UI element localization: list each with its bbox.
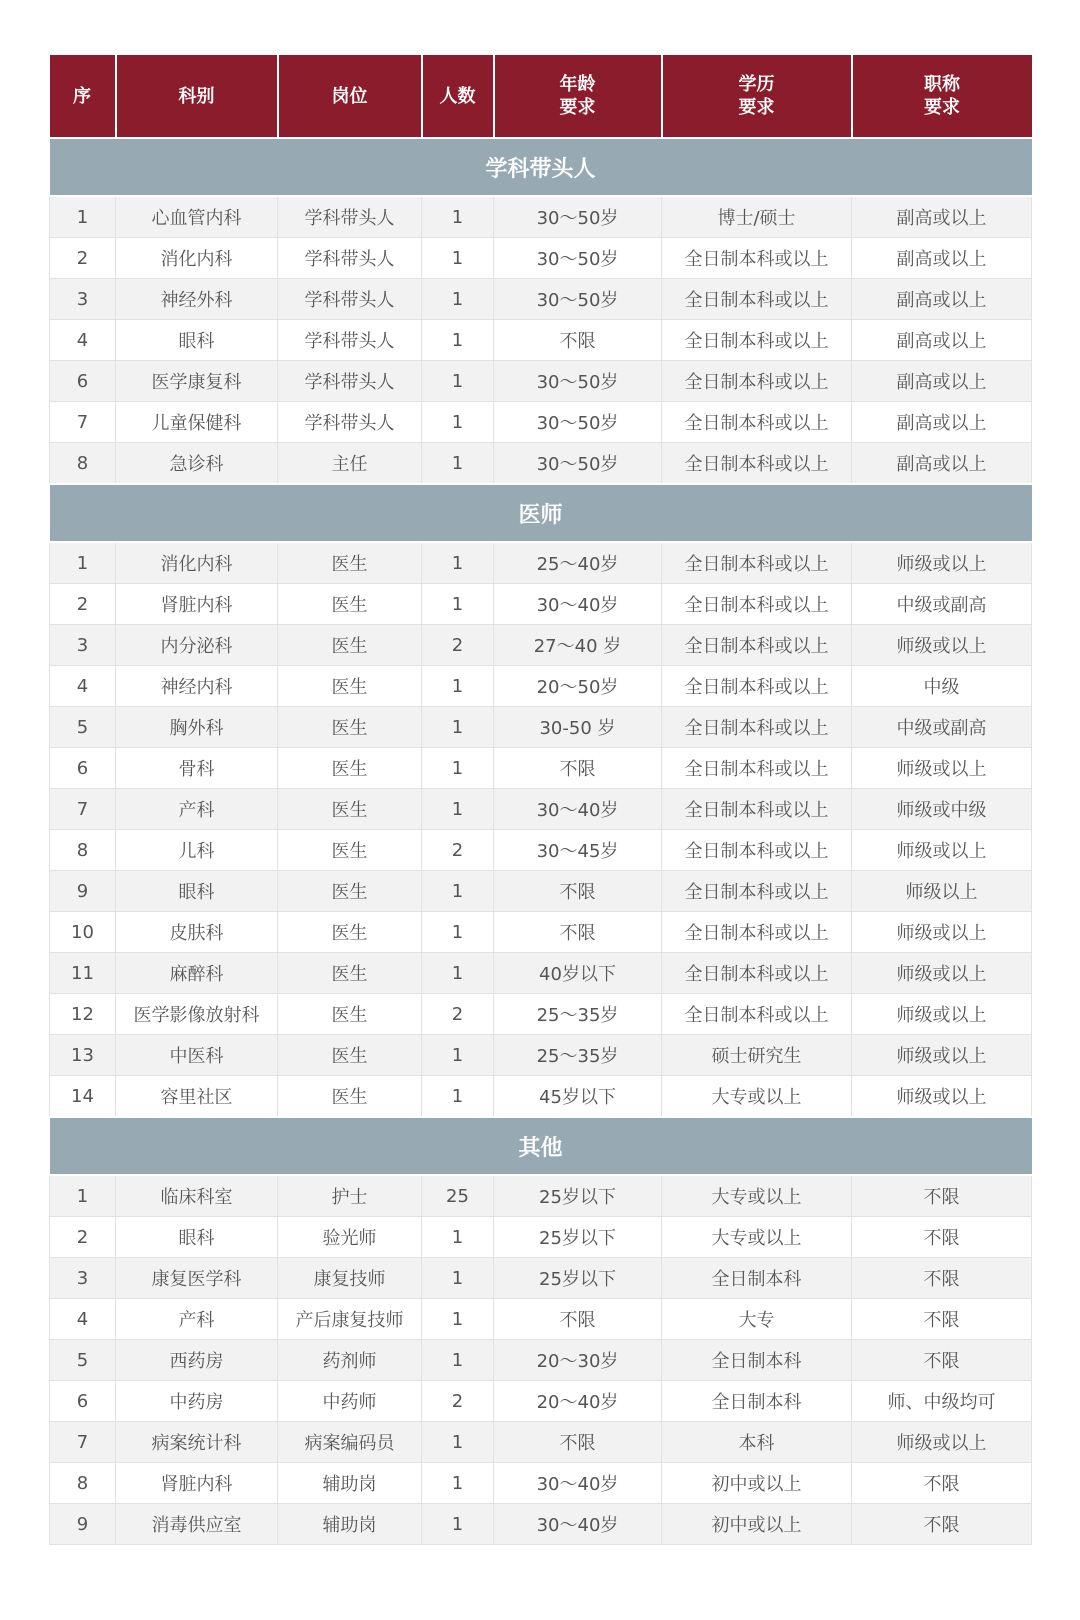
- section-title: 学科带头人: [50, 138, 1032, 196]
- cell-position: 主任: [278, 443, 422, 485]
- cell-title: 中级或副高: [852, 707, 1032, 748]
- cell-department: 麻醉科: [116, 953, 278, 994]
- cell-headcount: 1: [422, 584, 494, 625]
- cell-age: 30～50岁: [494, 238, 662, 279]
- cell-index: 8: [50, 830, 116, 871]
- cell-education: 全日制本科: [662, 1258, 852, 1299]
- table-row: [50, 625, 1032, 666]
- cell-title: 副高或以上: [852, 279, 1032, 320]
- cell-education: 初中或以上: [662, 1463, 852, 1504]
- section-title: 其他: [50, 1117, 1032, 1175]
- cell-headcount: 1: [422, 748, 494, 789]
- cell-index: 7: [50, 402, 116, 443]
- cell-position: 医生: [278, 542, 422, 584]
- cell-department: 中药房: [116, 1381, 278, 1422]
- table-row: [50, 584, 1032, 625]
- cell-title: 师级或以上: [852, 1076, 1032, 1118]
- header-position: 岗位: [278, 55, 422, 138]
- cell-index: 2: [50, 584, 116, 625]
- section-header-row: [50, 1117, 1032, 1175]
- cell-department: 儿童保健科: [116, 402, 278, 443]
- cell-position: 医生: [278, 830, 422, 871]
- cell-department: 容里社区: [116, 1076, 278, 1118]
- cell-headcount: 2: [422, 1381, 494, 1422]
- header-index: 序: [50, 55, 116, 138]
- cell-age: 25岁以下: [494, 1258, 662, 1299]
- cell-position: 医生: [278, 871, 422, 912]
- cell-position: 医生: [278, 584, 422, 625]
- cell-education: 全日制本科或以上: [662, 994, 852, 1035]
- cell-index: 7: [50, 789, 116, 830]
- cell-department: 消毒供应室: [116, 1504, 278, 1545]
- cell-education: 全日制本科: [662, 1381, 852, 1422]
- cell-department: 消化内科: [116, 542, 278, 584]
- cell-title: 师级或以上: [852, 542, 1032, 584]
- cell-index: 12: [50, 994, 116, 1035]
- table-row: [50, 994, 1032, 1035]
- cell-age: 20～40岁: [494, 1381, 662, 1422]
- cell-title: 副高或以上: [852, 320, 1032, 361]
- cell-title: 师级或以上: [852, 830, 1032, 871]
- table-row: [50, 361, 1032, 402]
- table-row: [50, 1299, 1032, 1340]
- cell-position: 医生: [278, 1035, 422, 1076]
- cell-age: 30～40岁: [494, 1504, 662, 1545]
- cell-title: 师级或以上: [852, 1035, 1032, 1076]
- cell-index: 4: [50, 1299, 116, 1340]
- cell-education: 全日制本科或以上: [662, 871, 852, 912]
- cell-headcount: 1: [422, 1258, 494, 1299]
- cell-education: 大专或以上: [662, 1076, 852, 1118]
- table-row: [50, 542, 1032, 584]
- table-row: [50, 912, 1032, 953]
- cell-education: 全日制本科或以上: [662, 830, 852, 871]
- section-header-row: [50, 484, 1032, 542]
- cell-age: 27～40 岁: [494, 625, 662, 666]
- cell-title: 中级或副高: [852, 584, 1032, 625]
- cell-age: 30～45岁: [494, 830, 662, 871]
- cell-age: 不限: [494, 1299, 662, 1340]
- cell-index: 6: [50, 748, 116, 789]
- cell-age: 30～40岁: [494, 789, 662, 830]
- cell-education: 硕士研究生: [662, 1035, 852, 1076]
- cell-position: 医生: [278, 912, 422, 953]
- cell-index: 8: [50, 443, 116, 485]
- cell-education: 全日制本科或以上: [662, 666, 852, 707]
- cell-title: 副高或以上: [852, 238, 1032, 279]
- cell-education: 全日制本科或以上: [662, 789, 852, 830]
- cell-index: 3: [50, 1258, 116, 1299]
- cell-position: 验光师: [278, 1217, 422, 1258]
- cell-age: 30～40岁: [494, 584, 662, 625]
- section-header-row: [50, 138, 1032, 196]
- cell-department: 眼科: [116, 1217, 278, 1258]
- cell-headcount: 1: [422, 789, 494, 830]
- cell-title: 不限: [852, 1463, 1032, 1504]
- cell-headcount: 1: [422, 443, 494, 485]
- table-row: [50, 279, 1032, 320]
- cell-title: 师级或中级: [852, 789, 1032, 830]
- table-row: [50, 196, 1032, 238]
- cell-education: 全日制本科或以上: [662, 361, 852, 402]
- table-row: [50, 1340, 1032, 1381]
- cell-index: 11: [50, 953, 116, 994]
- cell-title: 不限: [852, 1299, 1032, 1340]
- cell-age: 45岁以下: [494, 1076, 662, 1118]
- cell-education: 全日制本科或以上: [662, 402, 852, 443]
- cell-education: 初中或以上: [662, 1504, 852, 1545]
- cell-headcount: 1: [422, 912, 494, 953]
- cell-title: 师级或以上: [852, 994, 1032, 1035]
- cell-index: 5: [50, 1340, 116, 1381]
- cell-position: 医生: [278, 789, 422, 830]
- cell-position: 学科带头人: [278, 402, 422, 443]
- cell-position: 产后康复技师: [278, 1299, 422, 1340]
- cell-headcount: 1: [422, 402, 494, 443]
- cell-headcount: 1: [422, 953, 494, 994]
- cell-title: 副高或以上: [852, 443, 1032, 485]
- cell-department: 康复医学科: [116, 1258, 278, 1299]
- cell-department: 骨科: [116, 748, 278, 789]
- cell-department: 眼科: [116, 320, 278, 361]
- table-row: [50, 748, 1032, 789]
- cell-education: 博士/硕士: [662, 196, 852, 238]
- cell-title: 副高或以上: [852, 361, 1032, 402]
- cell-position: 辅助岗: [278, 1504, 422, 1545]
- table-row: [50, 953, 1032, 994]
- table-row: [50, 1076, 1032, 1118]
- cell-department: 肾脏内科: [116, 584, 278, 625]
- cell-index: 13: [50, 1035, 116, 1076]
- cell-index: 1: [50, 1175, 116, 1217]
- cell-position: 医生: [278, 994, 422, 1035]
- cell-age: 30～50岁: [494, 443, 662, 485]
- cell-education: 本科: [662, 1422, 852, 1463]
- cell-department: 神经内科: [116, 666, 278, 707]
- cell-age: 25～35岁: [494, 994, 662, 1035]
- cell-department: 儿科: [116, 830, 278, 871]
- cell-headcount: 1: [422, 1035, 494, 1076]
- cell-position: 护士: [278, 1175, 422, 1217]
- cell-education: 全日制本科或以上: [662, 912, 852, 953]
- cell-position: 辅助岗: [278, 1463, 422, 1504]
- cell-age: 不限: [494, 320, 662, 361]
- table-row: [50, 443, 1032, 485]
- cell-age: 30～40岁: [494, 1463, 662, 1504]
- cell-index: 1: [50, 542, 116, 584]
- cell-age: 不限: [494, 871, 662, 912]
- cell-age: 20～50岁: [494, 666, 662, 707]
- cell-education: 全日制本科或以上: [662, 320, 852, 361]
- cell-age: 25岁以下: [494, 1217, 662, 1258]
- cell-position: 康复技师: [278, 1258, 422, 1299]
- cell-index: 6: [50, 361, 116, 402]
- cell-index: 9: [50, 1504, 116, 1545]
- cell-age: 40岁以下: [494, 953, 662, 994]
- cell-index: 5: [50, 707, 116, 748]
- cell-headcount: 1: [422, 1504, 494, 1545]
- header-education: 学历 要求: [662, 55, 852, 138]
- cell-department: 消化内科: [116, 238, 278, 279]
- cell-title: 不限: [852, 1504, 1032, 1545]
- cell-position: 医生: [278, 953, 422, 994]
- cell-age: 不限: [494, 912, 662, 953]
- cell-title: 师级或以上: [852, 748, 1032, 789]
- table-row: [50, 1217, 1032, 1258]
- cell-headcount: 1: [422, 238, 494, 279]
- cell-department: 眼科: [116, 871, 278, 912]
- header-headcount: 人数: [422, 55, 494, 138]
- cell-position: 学科带头人: [278, 361, 422, 402]
- cell-title: 副高或以上: [852, 196, 1032, 238]
- cell-department: 心血管内科: [116, 196, 278, 238]
- cell-department: 急诊科: [116, 443, 278, 485]
- cell-index: 14: [50, 1076, 116, 1118]
- table-row: [50, 1258, 1032, 1299]
- cell-age: 25～40岁: [494, 542, 662, 584]
- table-row: [50, 830, 1032, 871]
- cell-index: 9: [50, 871, 116, 912]
- cell-position: 病案编码员: [278, 1422, 422, 1463]
- cell-department: 病案统计科: [116, 1422, 278, 1463]
- table-row: [50, 789, 1032, 830]
- cell-position: 学科带头人: [278, 279, 422, 320]
- table-row: [50, 402, 1032, 443]
- cell-index: 4: [50, 320, 116, 361]
- table-row: [50, 1463, 1032, 1504]
- cell-position: 学科带头人: [278, 238, 422, 279]
- cell-age: 30～50岁: [494, 196, 662, 238]
- cell-position: 医生: [278, 748, 422, 789]
- cell-position: 药剂师: [278, 1340, 422, 1381]
- cell-age: 20～30岁: [494, 1340, 662, 1381]
- cell-education: 全日制本科或以上: [662, 443, 852, 485]
- cell-department: 西药房: [116, 1340, 278, 1381]
- cell-position: 医生: [278, 666, 422, 707]
- cell-department: 医学康复科: [116, 361, 278, 402]
- cell-index: 1: [50, 196, 116, 238]
- cell-age: 25～35岁: [494, 1035, 662, 1076]
- cell-position: 医生: [278, 1076, 422, 1118]
- cell-index: 10: [50, 912, 116, 953]
- cell-index: 6: [50, 1381, 116, 1422]
- cell-position: 医生: [278, 707, 422, 748]
- table-row: [50, 871, 1032, 912]
- cell-headcount: 1: [422, 361, 494, 402]
- cell-index: 2: [50, 238, 116, 279]
- cell-department: 临床科室: [116, 1175, 278, 1217]
- table-row: [50, 1422, 1032, 1463]
- cell-department: 胸外科: [116, 707, 278, 748]
- table-row: [50, 666, 1032, 707]
- cell-title: 师级或以上: [852, 1422, 1032, 1463]
- cell-education: 大专或以上: [662, 1175, 852, 1217]
- section-title: 医师: [50, 484, 1032, 542]
- cell-index: 2: [50, 1217, 116, 1258]
- table-row: [50, 238, 1032, 279]
- cell-education: 全日制本科或以上: [662, 953, 852, 994]
- cell-department: 产科: [116, 789, 278, 830]
- cell-headcount: 1: [422, 320, 494, 361]
- cell-department: 医学影像放射科: [116, 994, 278, 1035]
- cell-title: 师级或以上: [852, 625, 1032, 666]
- cell-title: 不限: [852, 1258, 1032, 1299]
- cell-education: 大专或以上: [662, 1217, 852, 1258]
- cell-index: 7: [50, 1422, 116, 1463]
- cell-department: 中医科: [116, 1035, 278, 1076]
- cell-index: 8: [50, 1463, 116, 1504]
- cell-education: 全日制本科或以上: [662, 238, 852, 279]
- cell-age: 不限: [494, 748, 662, 789]
- header-row: [50, 55, 1032, 138]
- cell-index: 3: [50, 625, 116, 666]
- cell-age: 25岁以下: [494, 1175, 662, 1217]
- cell-department: 神经外科: [116, 279, 278, 320]
- table-row: [50, 1175, 1032, 1217]
- cell-education: 全日制本科或以上: [662, 584, 852, 625]
- cell-title: 副高或以上: [852, 402, 1032, 443]
- cell-headcount: 1: [422, 279, 494, 320]
- cell-headcount: 1: [422, 707, 494, 748]
- cell-education: 全日制本科或以上: [662, 707, 852, 748]
- cell-title: 师级或以上: [852, 953, 1032, 994]
- cell-age: 不限: [494, 1422, 662, 1463]
- cell-position: 医生: [278, 625, 422, 666]
- cell-position: 学科带头人: [278, 320, 422, 361]
- cell-department: 肾脏内科: [116, 1463, 278, 1504]
- cell-headcount: 25: [422, 1175, 494, 1217]
- header-age: 年龄 要求: [494, 55, 662, 138]
- cell-education: 全日制本科或以上: [662, 542, 852, 584]
- cell-headcount: 2: [422, 830, 494, 871]
- cell-headcount: 1: [422, 196, 494, 238]
- cell-title: 师级以上: [852, 871, 1032, 912]
- table-row: [50, 320, 1032, 361]
- table-row: [50, 1381, 1032, 1422]
- cell-title: 不限: [852, 1340, 1032, 1381]
- cell-title: 师、中级均可: [852, 1381, 1032, 1422]
- cell-age: 30-50 岁: [494, 707, 662, 748]
- cell-age: 30～50岁: [494, 402, 662, 443]
- cell-headcount: 1: [422, 1299, 494, 1340]
- cell-education: 大专: [662, 1299, 852, 1340]
- cell-headcount: 1: [422, 1217, 494, 1258]
- cell-education: 全日制本科或以上: [662, 279, 852, 320]
- cell-index: 4: [50, 666, 116, 707]
- cell-age: 30～50岁: [494, 279, 662, 320]
- cell-headcount: 2: [422, 994, 494, 1035]
- table-header: [50, 55, 1032, 138]
- table-row: [50, 1504, 1032, 1545]
- cell-title: 不限: [852, 1217, 1032, 1258]
- cell-headcount: 2: [422, 625, 494, 666]
- cell-education: 全日制本科或以上: [662, 625, 852, 666]
- cell-headcount: 1: [422, 1340, 494, 1381]
- header-title: 职称 要求: [852, 55, 1032, 138]
- cell-index: 3: [50, 279, 116, 320]
- cell-title: 不限: [852, 1175, 1032, 1217]
- cell-title: 中级: [852, 666, 1032, 707]
- table-row: [50, 1035, 1032, 1076]
- table-body: [50, 138, 1032, 1545]
- cell-department: 内分泌科: [116, 625, 278, 666]
- cell-age: 30～50岁: [494, 361, 662, 402]
- cell-education: 全日制本科或以上: [662, 748, 852, 789]
- cell-headcount: 1: [422, 1076, 494, 1118]
- cell-headcount: 1: [422, 666, 494, 707]
- cell-headcount: 1: [422, 1422, 494, 1463]
- header-department: 科别: [116, 55, 278, 138]
- cell-position: 中药师: [278, 1381, 422, 1422]
- cell-education: 全日制本科: [662, 1340, 852, 1381]
- cell-headcount: 1: [422, 871, 494, 912]
- cell-department: 产科: [116, 1299, 278, 1340]
- cell-headcount: 1: [422, 1463, 494, 1504]
- recruitment-table: [49, 55, 1032, 1545]
- cell-position: 学科带头人: [278, 196, 422, 238]
- cell-headcount: 1: [422, 542, 494, 584]
- cell-title: 师级或以上: [852, 912, 1032, 953]
- table-row: [50, 707, 1032, 748]
- cell-department: 皮肤科: [116, 912, 278, 953]
